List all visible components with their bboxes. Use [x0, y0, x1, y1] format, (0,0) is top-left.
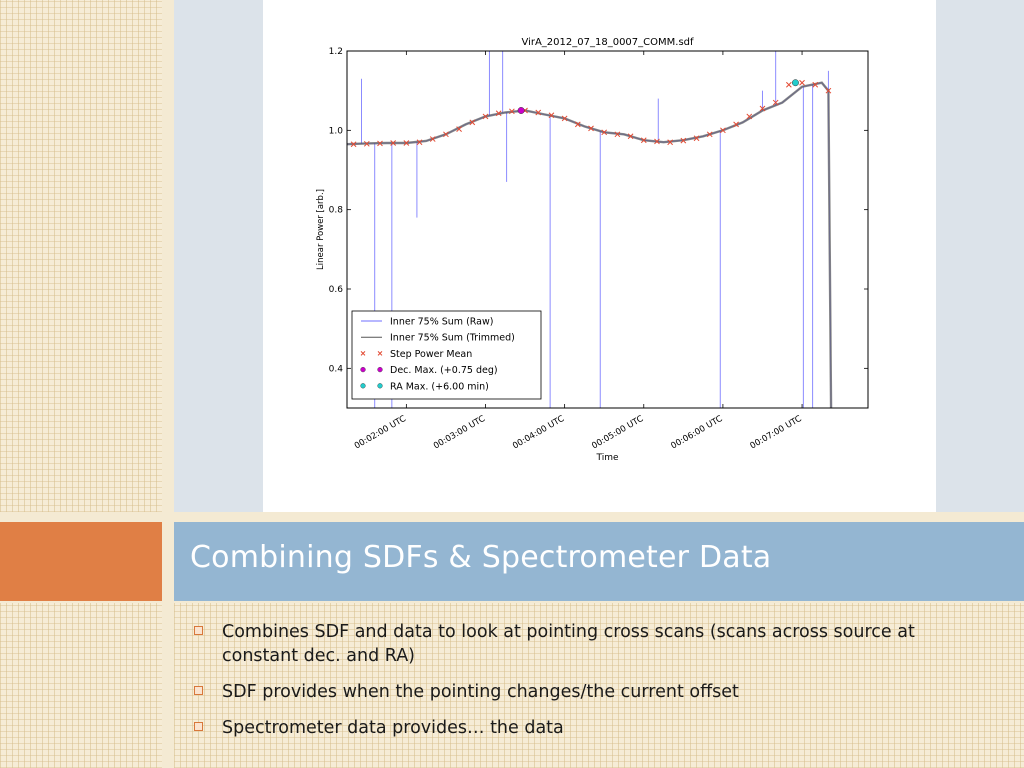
slide-title: Combining SDFs & Spectrometer Data [190, 540, 772, 575]
x-axis-label: Time [596, 453, 619, 463]
left-grid-panel-bottom [0, 603, 162, 768]
step-mean-marker [839, 409, 844, 414]
y-tick-label: 0.8 [328, 205, 343, 216]
bullet-text: Combines SDF and data to look at pointing cross scans (scans across source at constant dec. and RA) [222, 622, 915, 666]
legend-label: Inner 75% Sum (Trimmed) [390, 332, 515, 344]
x-tick-label: 00:05:00 UTC [590, 413, 646, 452]
bullet-item [192, 680, 992, 704]
square-bullet-icon [194, 626, 203, 635]
legend-dot-swatch [378, 367, 383, 372]
x-tick-label: 00:07:00 UTC [748, 413, 804, 452]
chart-title: VirA_2012_07_18_0007_COMM.sdf [521, 37, 694, 48]
bullet-item [192, 620, 992, 668]
orange-accent-box [0, 522, 162, 601]
title-bar [174, 522, 1024, 601]
square-bullet-icon [194, 722, 203, 731]
dec-max-point [518, 107, 524, 113]
legend-label: Step Power Mean [390, 348, 473, 360]
x-tick-label: 00:06:00 UTC [669, 413, 725, 452]
square-bullet-icon [194, 686, 203, 695]
legend-dot-swatch [361, 383, 366, 388]
chart [300, 28, 890, 468]
legend-dot-swatch [378, 383, 383, 388]
ra-max-point [792, 80, 798, 86]
x-tick-label: 00:03:00 UTC [431, 413, 487, 452]
legend-label: RA Max. (+6.00 min) [390, 381, 489, 393]
bullet-list [192, 620, 992, 752]
legend-label: Inner 75% Sum (Raw) [390, 316, 494, 328]
left-grid-panel-top [0, 0, 162, 512]
bullet-text: Spectrometer data provides… the data [222, 718, 564, 738]
right-blue-panel [936, 0, 1024, 512]
step-mean-marker [800, 80, 805, 85]
y-tick-label: 0.6 [328, 285, 343, 295]
chart-legend [352, 311, 541, 399]
step-mean-marker [852, 411, 857, 416]
x-tick-label: 00:04:00 UTC [511, 413, 567, 452]
left-blue-panel [174, 0, 263, 512]
legend-label: Dec. Max. (+0.75 deg) [390, 365, 498, 377]
bullet-text: SDF provides when the pointing changes/the current offset [222, 682, 739, 702]
y-tick-label: 0.4 [328, 364, 343, 375]
y-tick-label: 1.0 [328, 126, 343, 137]
x-tick-label: 00:02:00 UTC [352, 413, 408, 452]
legend-dot-swatch [361, 367, 366, 372]
step-mean-marker [786, 82, 791, 87]
bullet-item [192, 716, 992, 740]
y-tick-label: 1.2 [328, 47, 343, 57]
y-axis-label: Linear Power [arb.] [316, 189, 326, 270]
